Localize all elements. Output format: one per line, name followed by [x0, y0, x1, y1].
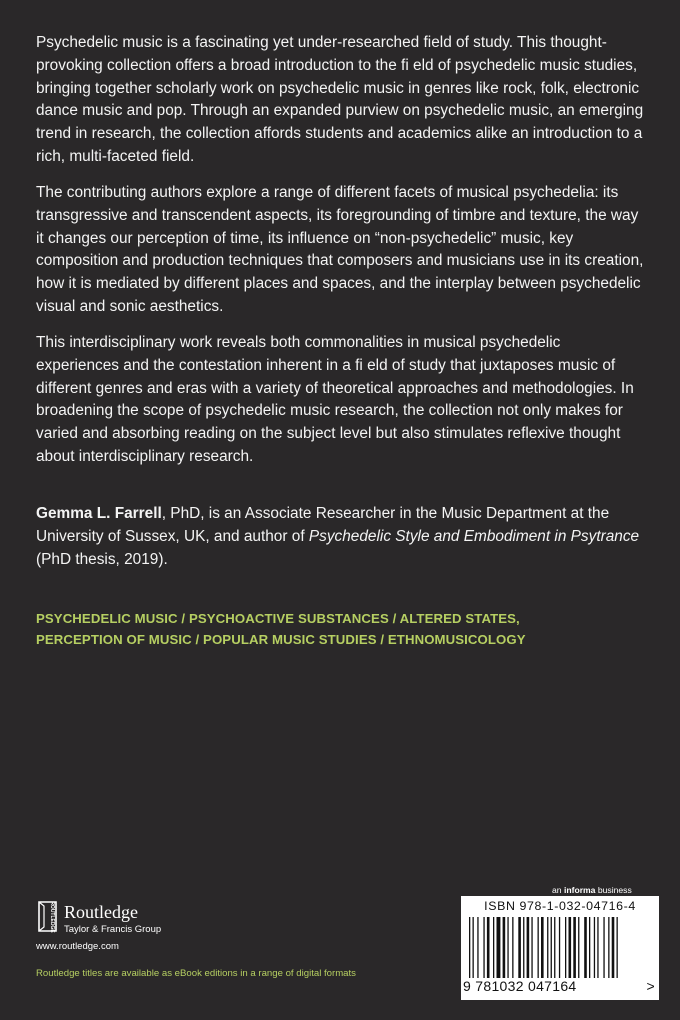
routledge-mark-icon [36, 900, 58, 934]
barcode-stripe [483, 917, 484, 981]
barcode-stripe [541, 917, 544, 981]
barcode-stripe [469, 917, 470, 981]
thesis-title: Psychedelic Style and Embodiment in Psytrance [308, 527, 640, 545]
barcode-stripe [503, 917, 506, 981]
routledge-logo [36, 900, 236, 954]
publisher-url: www.routledge.com [36, 941, 119, 952]
description-paragraph-1: Psychedelic music is a fascinating yet under-researched field of study. This thought-provoking collection offers a broad introduction to the fi eld of psychedelic music studies, bringing together scholarly work on psychedelic music in genres like rock, folk, electronic dance music and pop. Through an expanded purview on psychedelic music, an emerging trend in research, the collection affords students and academics alike an introduction to a rich, multi-faceted field. [36, 34, 644, 165]
publisher-name: Routledge [64, 902, 138, 922]
subject-line-1: PSYCHEDELIC MUSIC / PSYCHOACTIVE SUBSTANCES / ALTERED STATES, [36, 611, 520, 626]
author-name: Gemma L. Farrell [36, 505, 162, 522]
barcode-stripe [565, 917, 566, 981]
barcode-stripe [487, 917, 490, 981]
barcode-stripe [617, 917, 618, 981]
informa-prefix: an [552, 885, 564, 895]
barcode-bars [469, 917, 651, 981]
barcode-stripe [493, 917, 494, 981]
barcode-stripe [518, 917, 521, 981]
barcode-stripe [507, 917, 508, 981]
logo-mark-text: ROUTLEDGE [49, 901, 55, 933]
informa-suffix: business [595, 885, 632, 895]
barcode-stripe [512, 917, 513, 981]
barcode-stripe [523, 917, 524, 981]
barcode-digits [463, 978, 657, 994]
barcode-stripe [538, 917, 539, 981]
barcode-stripe [473, 917, 474, 981]
author-bio [36, 503, 646, 571]
barcode-stripe [554, 917, 555, 981]
barcode-stripe [573, 917, 576, 981]
barcode-stripe [584, 917, 587, 981]
isbn-label: ISBN 978-1-032-04716-4 [484, 899, 636, 913]
author-bio-text-end: (PhD thesis, 2019). [36, 550, 168, 568]
barcode-stripe [608, 917, 609, 981]
barcode-stripe [531, 917, 532, 981]
barcode-stripe [477, 917, 478, 981]
barcode-stripe [559, 917, 560, 981]
description-paragraph-3: This interdisciplinary work reveals both commonalities in musical psychedelic experiences and the contestation inherent in a fi eld of study that juxtaposes music of different genres and eras with a variety of theoretical approaches and methodologies. In broadening the scope of psychedelic music research, the collection not only makes for varied and absorbing reading on the subject level but also stimulates reflexive thought about interdisciplinary research. [36, 334, 634, 465]
barcode-stripe [527, 917, 530, 981]
informa-tagline [552, 885, 632, 895]
barcode-stripe [589, 917, 590, 981]
ebook-note: Routledge titles are available as eBook editions in a range of digital formats [36, 968, 356, 979]
publisher-group: Taylor & Francis Group [64, 924, 162, 935]
description-paragraph-2: The contributing authors explore a range of different facets of musical psychedelia: its transgressive and transcendent aspects, its foregrounding of timbre and texture, the way it changes our perception of time, its influence on “non-psychedelic” music, key composition and production techniques that composers and musicians use in its creation, how it is mediated by different places and spaces, and the interplay between psychedelic visual and sonic aesthetics. [36, 184, 644, 315]
barcode-stripe [612, 917, 615, 981]
subject-categories [36, 608, 646, 650]
barcode-stripe [603, 917, 604, 981]
barcode-stripe [594, 917, 595, 981]
isbn-barcode [461, 896, 659, 1000]
informa-brand: informa [563, 885, 596, 895]
barcode-end-mark: > [646, 978, 655, 994]
barcode-stripe [569, 917, 572, 981]
barcode-stripe [547, 917, 548, 981]
subject-line-2: PERCEPTION OF MUSIC / POPULAR MUSIC STUDIES / ETHNOMUSICOLOGY [36, 632, 526, 647]
barcode-number: 9 781032 047164 [463, 978, 577, 994]
author-bio-text: , PhD, is an Associate Researcher in the Music Department at the University of Sussex, UK, and author of [36, 505, 610, 545]
barcode-stripe [551, 917, 552, 981]
barcode-stripe [597, 917, 598, 981]
barcode-stripe [578, 917, 579, 981]
barcode-stripe [497, 917, 501, 981]
